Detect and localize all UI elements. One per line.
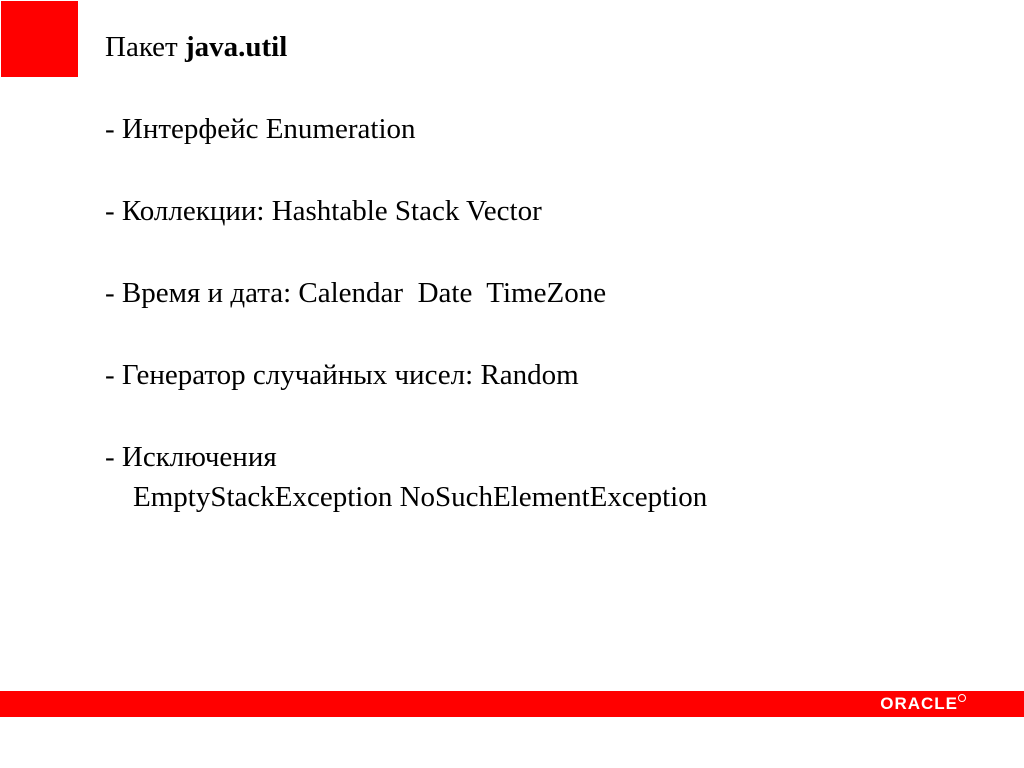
list-item-time-date: - Время и дата: Calendar Date TimeZone	[105, 277, 607, 309]
title-prefix: Пакет	[105, 31, 185, 63]
corner-decoration	[1, 1, 78, 77]
registered-mark-icon	[958, 694, 966, 702]
slide-content	[105, 30, 985, 514]
footer-bar	[0, 691, 1024, 717]
list-item-enumeration: - Интерфейс Enumeration	[105, 113, 416, 145]
list-item-random: - Генератор случайных чисел: Random	[105, 359, 579, 391]
exceptions-heading: - Исключения	[105, 441, 277, 473]
title-package-name: java.util	[184, 31, 288, 63]
oracle-logo: ORACLE	[880, 694, 958, 713]
exceptions-list: EmptyStackException NoSuchElementException	[133, 481, 708, 513]
list-item-collections: - Коллекции: Hashtable Stack Vector	[105, 195, 542, 227]
slide-title	[105, 30, 985, 64]
list-item-exceptions	[105, 440, 985, 514]
